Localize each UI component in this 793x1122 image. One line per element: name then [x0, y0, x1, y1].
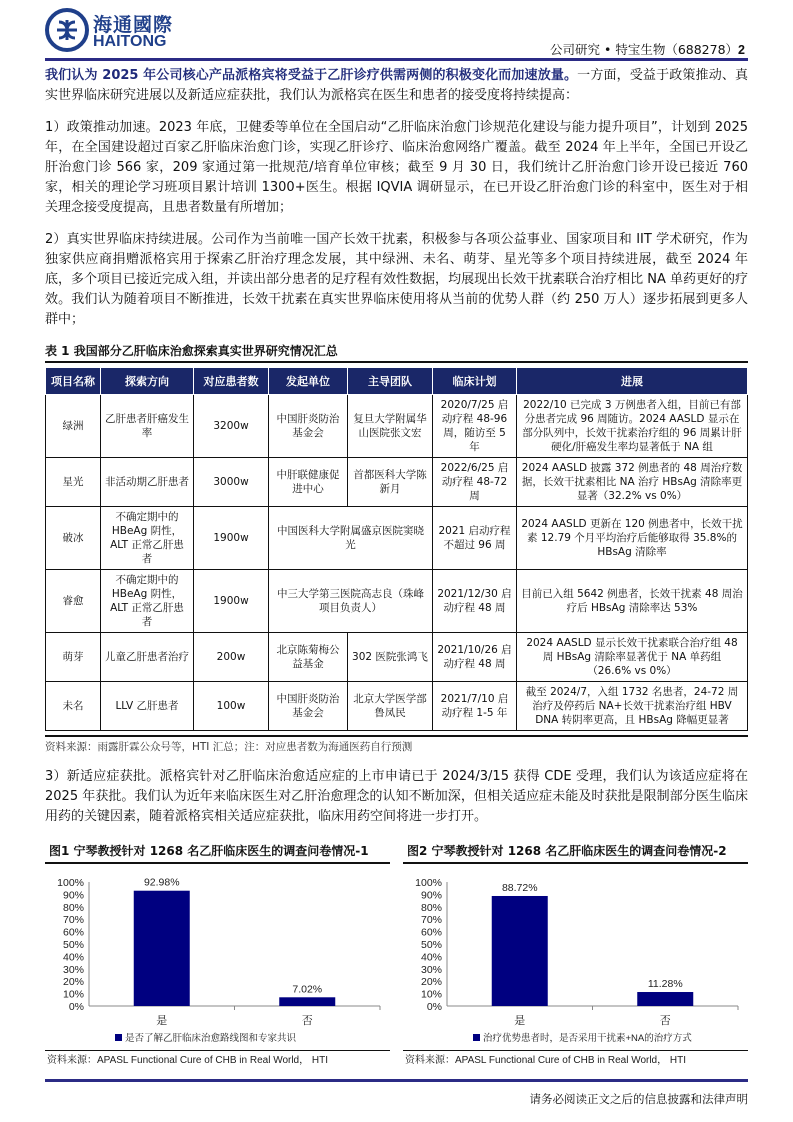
logo-text-en: HAITONG: [93, 33, 167, 50]
footer-rule: [45, 1079, 748, 1082]
table-row: [46, 633, 748, 682]
table-header-row: [46, 368, 748, 395]
cell-sponsor: 北京陈菊梅公益基金: [269, 633, 348, 682]
bar: [637, 992, 693, 1006]
logo-text-cn: 海通國際: [93, 14, 174, 36]
x-tick-label: 否: [301, 1015, 313, 1027]
table-row: [46, 570, 748, 633]
y-tick-label: 30%: [62, 963, 84, 976]
cell-sponsor: 中国肝炎防治基金会: [269, 682, 348, 731]
bar: [492, 896, 548, 1006]
cell-direction: 乙肝患者肝癌发生率: [101, 395, 194, 458]
table-row: [46, 682, 748, 731]
cell-merged: 中三大学第三医院高志良（珠峰项目负责人）: [269, 570, 433, 633]
y-tick-label: 0%: [426, 1001, 442, 1013]
y-tick-label: 10%: [420, 988, 442, 1001]
y-tick-label: 100%: [57, 877, 84, 889]
bar: [134, 891, 190, 1006]
cell-plan: 2022/6/25 启动疗程 48-72 周: [433, 458, 517, 507]
bar: [279, 997, 335, 1006]
cell-patients: 1900w: [194, 507, 269, 570]
y-tick-label: 30%: [420, 963, 442, 976]
y-tick-label: 60%: [420, 926, 442, 939]
col-header: 主导团队: [348, 368, 433, 395]
y-tick-label: 90%: [62, 889, 84, 902]
y-tick-label: 70%: [62, 914, 84, 927]
chart-source: 资料来源：APASL Functional Cure of CHB in Real World， HTI: [45, 1050, 390, 1071]
page-body: [45, 66, 748, 1107]
cell-plan: 2021/7/10 启动疗程 1-5 年: [433, 682, 517, 731]
report-label: 公司研究 • 特宝生物（688278）: [550, 42, 739, 57]
y-tick-label: 60%: [62, 926, 84, 939]
legend-label: 治疗优势患者时，是否采用干扰素+NA的治疗方式: [483, 1033, 692, 1044]
cell-direction: LLV 乙肝患者: [101, 682, 194, 731]
y-tick-label: 40%: [420, 951, 442, 964]
y-tick-label: 10%: [62, 988, 84, 1001]
policy-paragraph: 1）政策推动加速。2023 年底，卫健委等单位在全国启动“乙肝临床治愈门诊规范化建设与能力提升项目”，计划到 2025 年，在全国建设超过百家乙肝临床治愈门诊，实现乙肝诊疗、临床治愈网络广覆盖。截至 2024 年上半年，全国已开设乙肝治愈门诊 566 家，209 家通过第一批规范/培育单位审核；截至 9 月 30 日，我们统计乙肝治愈门诊开设已接近 760 家，相关的理论学习班项目累计培训 1300+医生。根据 IQVIA 调研显示，在已开设乙肝治愈门诊的科室中，医生对于相关理念接受度提高，且患者数量有所增加；: [45, 120, 748, 215]
cell-progress: 目前已入组 5642 例患者，长效干扰素 48 周治疗后 HBsAg 清除率达 53%: [517, 570, 748, 633]
y-tick-label: 20%: [420, 976, 442, 989]
cell-direction: 不确定期中的 HBeAg 阴性，ALT 正常乙肝患者: [101, 507, 194, 570]
charts-row: [45, 841, 748, 1071]
study-table: [45, 367, 748, 731]
haitong-logo: [45, 8, 185, 54]
x-tick-label: 是: [514, 1015, 526, 1027]
cell-name: 破冰: [46, 507, 101, 570]
intro-paragraph: [45, 66, 748, 106]
chart-title: 图1 宁琴教授针对 1268 名乙肝临床医生的调查问卷情况-1: [45, 841, 390, 864]
data-label: 11.28%: [647, 978, 683, 991]
cell-patients: 3000w: [194, 458, 269, 507]
y-tick-label: 80%: [420, 901, 442, 914]
cell-progress: 2024 AASLD 披露 372 例患者的 48 周治疗数据，长效干扰素相比 NA 治疗 HBsAg 清除率更显著（32.2% vs 0%）: [517, 458, 748, 507]
cell-team: 北京大学医学部鲁凤民: [348, 682, 433, 731]
legend-swatch: [115, 1034, 122, 1041]
approval-paragraph: 3）新适应症获批。派格宾针对乙肝临床治愈适应症的上市申请已于 2024/3/15 获得 CDE 受理，我们认为该适应症将在 2025 年获批。我们认为近年来临床医生对乙肝治愈理念的认知不断加深，但相关适应症未能及时获批是限制部分医生临床用药的关键因素，随着派格宾相关适应症获批，临床用药空间将进一步打开。: [45, 769, 748, 824]
cell-patients: 100w: [194, 682, 269, 731]
cell-merged: 中国医科大学附属盛京医院窦晓光: [269, 507, 433, 570]
cell-name: 未名: [46, 682, 101, 731]
cell-progress: 2022/10 已完成 3 万例患者入组，目前已有部分患者完成 96 周随访。2024 AASLD 显示在部分队列中，长效干扰素治疗组的 96 周累计肝硬化/肝癌发生率均显著低于 NA 组: [517, 395, 748, 458]
cell-progress: 2024 AASLD 显示长效干扰素联合治疗组 48 周 HBsAg 清除率显著优于 NA 单药组（26.6% vs 0%）: [517, 633, 748, 682]
cell-patients: 1900w: [194, 570, 269, 633]
cell-direction: 儿童乙肝患者治疗: [101, 633, 194, 682]
legend-swatch: [473, 1034, 480, 1041]
legend-label: 是否了解乙肝临床治愈路线图和专家共识: [125, 1033, 297, 1044]
cell-team: 首都医科大学陈新月: [348, 458, 433, 507]
chart-2: [403, 841, 748, 1071]
cell-progress: 截至 2024/7，入组 1732 名患者，24-72 周治疗及停药后 NA+长效干扰素治疗组 HBV DNA 转阴率更高，且 HBsAg 降幅更显著: [517, 682, 748, 731]
y-tick-label: 80%: [62, 901, 84, 914]
disclaimer: 请务必阅读正文之后的信息披露和法律声明: [529, 1092, 748, 1106]
data-label: 92.98%: [143, 876, 180, 889]
chart-1: [45, 841, 390, 1071]
header-rule: [45, 58, 748, 61]
table-rule: [45, 735, 748, 737]
y-tick-label: 100%: [415, 877, 442, 889]
table-title: 表 1 我国部分乙肝临床治愈探索真实世界研究情况汇总: [45, 342, 748, 363]
cell-name: 萌芽: [46, 633, 101, 682]
y-tick-label: 20%: [62, 976, 84, 989]
table-row: [46, 458, 748, 507]
cell-name: 绿洲: [46, 395, 101, 458]
col-header: 临床计划: [433, 368, 517, 395]
data-label: 7.02%: [292, 983, 323, 996]
cell-patients: 200w: [194, 633, 269, 682]
page-number: 2: [738, 43, 745, 57]
cell-plan: 2020/7/25 启动疗程 48-96 周，随访至 5 年: [433, 395, 517, 458]
x-tick-label: 是: [156, 1015, 168, 1027]
chart-plot: [45, 864, 390, 1050]
table-source: 资料来源：雨露肝霖公众号等，HTI 汇总；注：对应患者数为海通医药自行预测: [45, 741, 413, 753]
x-tick-label: 否: [659, 1015, 671, 1027]
cell-sponsor: 中肝联健康促进中心: [269, 458, 348, 507]
cell-direction: 不确定期中的 HBeAg 阴性，ALT 正常乙肝患者: [101, 570, 194, 633]
report-header: [550, 40, 745, 58]
y-tick-label: 0%: [68, 1001, 84, 1013]
col-header: 对应患者数: [194, 368, 269, 395]
cell-progress: 2024 AASLD 更新在 120 例患者中，长效干扰素 12.79 个月平均治疗后能够取得 35.8%的 HBsAg 清除率: [517, 507, 748, 570]
y-tick-label: 50%: [420, 939, 442, 951]
cell-plan: 2021 启动疗程不超过 96 周: [433, 507, 517, 570]
cell-name: 睿愈: [46, 570, 101, 633]
col-header: 进展: [517, 368, 748, 395]
realworld-paragraph: 2）真实世界临床持续进展。公司作为当前唯一国产长效干扰素，积极参与各项公益事业、国家项目和 IIT 学术研究，作为独家供应商捐赠派格宾用于探索乙肝治疗理念发展，其中绿洲、未名、萌芽、星光等多个项目持续进展，截至 2024 年底，多个项目已接近完成入组，并读出部分患者的足疗程有效性数据，均展现出长效干扰素联合治疗相比 NA 单药更好的疗效。我们认为随着项目不断推进，长效干扰素在真实世界临床使用将从当前的优势人群（约 250 万人）逐步拓展到更多人群中；: [45, 232, 748, 327]
y-tick-label: 50%: [62, 939, 84, 951]
cell-plan: 2021/10/26 启动疗程 48 周: [433, 633, 517, 682]
cell-patients: 3200w: [194, 395, 269, 458]
logo-emblem-icon: [45, 8, 89, 52]
col-header: 项目名称: [46, 368, 101, 395]
y-tick-label: 70%: [420, 914, 442, 927]
y-tick-label: 90%: [420, 889, 442, 902]
cell-team: 复旦大学附属华山医院张文宏: [348, 395, 433, 458]
chart-title: 图2 宁琴教授针对 1268 名乙肝临床医生的调查问卷情况-2: [403, 841, 748, 864]
data-label: 88.72%: [501, 881, 538, 894]
intro-lead: 我们认为 2025 年公司核心产品派格宾将受益于乙肝诊疗供需两侧的积极变化而加速放量。: [45, 68, 578, 83]
chart-plot: [403, 864, 748, 1050]
cell-direction: 非活动期乙肝患者: [101, 458, 194, 507]
intro-rest: 一方面，受益于政策推动、真实世界临床研究进展以及新适应症获批，我们认为派格宾在医生和患者的接受度将持续提高：: [45, 68, 748, 103]
cell-plan: 2021/12/30 启动疗程 48 周: [433, 570, 517, 633]
col-header: 发起单位: [269, 368, 348, 395]
table-row: [46, 507, 748, 570]
cell-team: 302 医院张鸿飞: [348, 633, 433, 682]
y-tick-label: 40%: [62, 951, 84, 964]
chart-source: 资料来源：APASL Functional Cure of CHB in Real World， HTI: [403, 1050, 748, 1071]
col-header: 探索方向: [101, 368, 194, 395]
cell-name: 星光: [46, 458, 101, 507]
table-row: [46, 395, 748, 458]
cell-sponsor: 中国肝炎防治基金会: [269, 395, 348, 458]
